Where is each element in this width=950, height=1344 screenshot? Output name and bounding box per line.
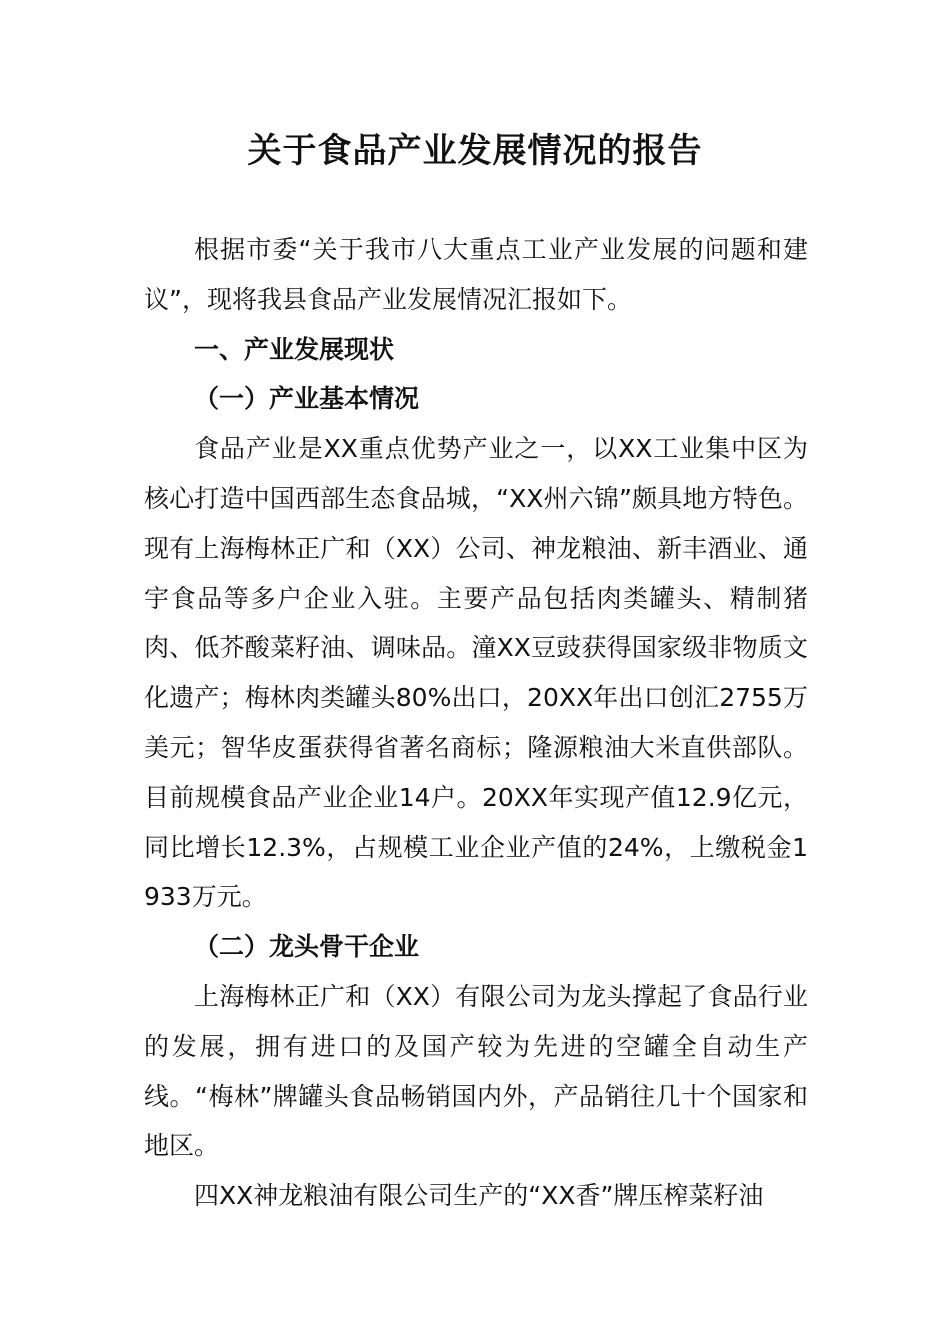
- document-body: [144, 225, 808, 1221]
- subsection-heading-leading-enterprises: （二）龙头骨干企业: [194, 932, 420, 962]
- intro-paragraph: 根据市委“关于我市八大重点工业产业发展的问题和建议”，现将我县食品产业发展情况汇报如下。: [144, 235, 808, 314]
- subsection-heading-basic: （一）产业基本情况: [194, 384, 420, 414]
- basic-situation-paragraph: 食品产业是XX重点优势产业之一，以XX工业集中区为核心打造中国西部生态食品城，“XX州六锦”颇具地方特色。现有上海梅林正广和（XX）公司、神龙粮油、新丰酒业、通宇食品等多户企业入驻。主要产品包括肉类罐头、精制猪肉、低芥酸菜籽油、调味品。潼XX豆豉获得国家级非物质文化遗产；梅林肉类罐头80%出口，20XX年出口创汇2755万美元；智华皮蛋获得省著名商标；隆源粮油大米直供部队。目前规模食品产业企业14户。20XX年实现产值12.9亿元，同比增长12.3%，占规模工业企业产值的24%，上缴税金1933万元。: [144, 434, 808, 912]
- meilin-paragraph: 上海梅林正广和（XX）有限公司为龙头撑起了食品行业的发展，拥有进口的及国产较为先进的空罐全自动生产线。“梅林”牌罐头食品畅销国内外，产品销往几十个国家和地区。: [144, 981, 808, 1161]
- section-heading-status: 一、产业发展现状: [194, 334, 395, 364]
- document-title: 关于食品产业发展情况的报告: [247, 131, 703, 171]
- shenlong-paragraph: 四XX神龙粮油有限公司生产的“XX香”牌压榨菜籽油: [194, 1181, 764, 1211]
